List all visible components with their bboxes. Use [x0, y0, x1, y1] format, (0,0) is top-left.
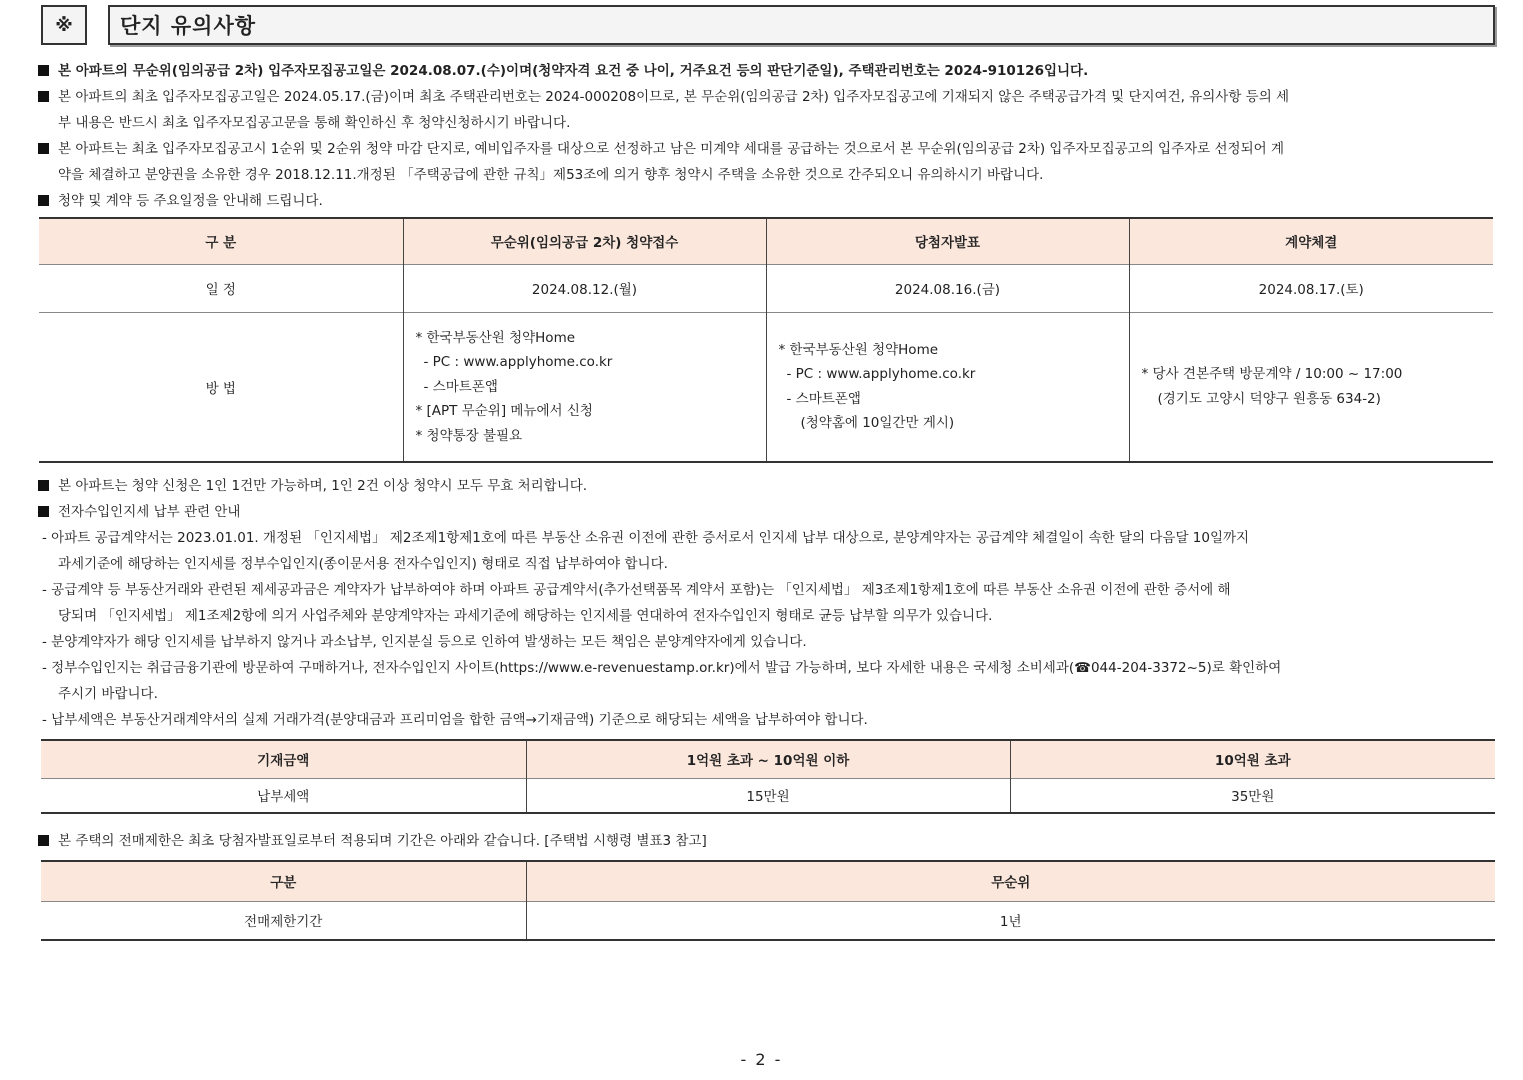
table-header-cell: 당첨자발표: [766, 218, 1129, 264]
stamp-note: - 납부세액은 부동산거래계약서의 실제 거래가격(분양대금과 프리미엄을 합한 금액→기재금액) 기준으로 해당되는 세액을 납부하여야 합니다.: [42, 712, 868, 728]
stamp-note-continuation: 과세기준에 해당하는 인지세를 정부수입인지(종이문서용 전자수입인지) 형태로 직접 납부하여야 합니다.: [58, 556, 668, 572]
notice-continuation: 부 내용은 반드시 최초 입주자모집공고문을 통해 확인하신 후 청약신청하시기 바랍니다.: [58, 115, 571, 131]
list-item: * 당사 견본주택 방문계약 / 10:00 ~ 17:00: [1141, 366, 1403, 383]
table-cell: [403, 312, 766, 462]
list-item: * 한국부동산원 청약Home: [415, 329, 576, 346]
notice-item: 본 아파트의 최초 입주자모집공고일은 2024.05.17.(금)이며 최초 주택관리번호는 2024-000208이므로, 본 무순위(임의공급 2차) 입주자모집공고에 기재되지 않은 주택공급가격 및 단지여건, 유의사항 등의 세: [38, 85, 1490, 105]
list-item: (청약홈에 10일간만 게시): [800, 415, 955, 432]
row-label: 일 정: [39, 264, 403, 312]
table-header-cell: 10억원 초과: [1010, 740, 1495, 778]
square-bullet-icon: [38, 91, 49, 102]
square-bullet-icon: [38, 506, 49, 517]
table-row: [41, 901, 1495, 940]
table-cell: [766, 312, 1129, 462]
notice-item: 본 아파트는 최초 입주자모집공고시 1순위 및 2순위 청약 마감 단지로, 예비입주자를 대상으로 선정하고 남은 미계약 세대를 공급하는 것으로서 본 무순위(임의공급 2차) 입주자모집공고의 입주자로 선정되어 계: [38, 137, 1490, 157]
table-row: [39, 264, 1493, 312]
list-item: (경기도 고양시 덕양구 원흥동 634-2): [1157, 390, 1381, 407]
square-bullet-icon: [38, 143, 49, 154]
schedule-table: [39, 217, 1493, 463]
row-label: 납부세액: [41, 778, 526, 813]
table-row: [39, 312, 1493, 462]
resale-restriction-table: [41, 860, 1495, 941]
table-row: [41, 778, 1495, 813]
notice-item: 본 아파트는 청약 신청은 1인 1건만 가능하며, 1인 2건 이상 청약시 모두 무효 처리합니다.: [38, 474, 1490, 494]
notice-item: 청약 및 계약 등 주요일정을 안내해 드립니다.: [38, 189, 1490, 209]
stamp-note: - 공급계약 등 부동산거래와 관련된 제세공과금은 계약자가 납부하여야 하며 아파트 공급계약서(추가선택품목 계약서 포함)는 「인지세법」 제3조제1항제1호에 따른 부동산 소유권 이전에 관한 증서에 해: [42, 582, 1231, 598]
square-bullet-icon: [38, 195, 49, 206]
table-header-cell: 기재금액: [41, 740, 526, 778]
table-header-cell: 무순위: [526, 861, 1495, 901]
table-header-row: [41, 861, 1495, 901]
table-cell: 15만원: [526, 778, 1010, 813]
square-bullet-icon: [38, 65, 49, 76]
stamp-note: - 정부수입인지는 취급금융기관에 방문하여 구매하거나, 전자수입인지 사이트(https://www.e-revenuestamp.or.kr)에서 발급 가능하며, 보다 자세한 내용은 국세청 소비세과(☎044-204-3372~5)로 확인하여: [42, 660, 1282, 676]
list-item: * 청약통장 불필요: [415, 427, 523, 444]
table-header-row: [39, 218, 1493, 264]
table-cell: 2024.08.17.(토): [1129, 264, 1493, 312]
table-header-cell: 무순위(임의공급 2차) 청약접수: [403, 218, 766, 264]
list-item: * [APT 무순위] 메뉴에서 신청: [415, 403, 593, 419]
list-item: - PC : www.applyhome.co.kr: [786, 366, 976, 383]
list-item: - 스마트폰앱: [423, 378, 498, 395]
square-bullet-icon: [38, 480, 49, 491]
reference-mark-icon: ※: [41, 5, 87, 45]
table-header-cell: 구분: [41, 861, 526, 901]
table-cell: 35만원: [1010, 778, 1495, 813]
stamp-note-continuation: 당되며 「인지세법」 제1조제2항에 의거 사업주체와 분양계약자는 과세기준에 해당하는 인지세를 연대하여 전자수입인지 형태로 균등 납부할 의무가 있습니다.: [58, 608, 993, 624]
list-item: - PC : www.applyhome.co.kr: [423, 354, 613, 370]
table-cell: 1년: [526, 901, 1495, 940]
notice-item: 전자수입인지세 납부 관련 안내: [38, 500, 1490, 520]
stamp-note-continuation: 주시기 바랍니다.: [58, 686, 158, 702]
table-header-cell: 계약체결: [1129, 218, 1493, 264]
table-cell: 2024.08.16.(금): [766, 264, 1129, 312]
table-header-cell: 구 분: [39, 218, 403, 264]
notice-item: 본 아파트의 무순위(임의공급 2차) 입주자모집공고일은 2024.08.07.(수)이며(청약자격 요건 중 나이, 거주요건 등의 판단기준일), 주택관리번호는 2024-910126입니다.: [38, 59, 1490, 79]
table-cell: 2024.08.12.(월): [403, 264, 766, 312]
notice-continuation: 약을 체결하고 분양권을 소유한 경우 2018.12.11.개정된 「주택공급에 관한 규칙」제53조에 의거 향후 청약시 주택을 소유한 것으로 간주되오니 유의하시기 바랍니다.: [58, 167, 1044, 183]
notice-item: 본 주택의 전매제한은 최초 당첨자발표일로부터 적용되며 기간은 아래와 같습니다. [주택법 시행령 별표3 참고]: [38, 829, 1490, 849]
stamp-tax-table: [41, 739, 1495, 814]
page-number: - 2 -: [740, 1050, 783, 1069]
list-item: * 한국부동산원 청약Home: [778, 341, 939, 358]
table-header-cell: 1억원 초과 ~ 10억원 이하: [526, 740, 1010, 778]
table-cell: [1129, 312, 1493, 462]
section-header: [41, 5, 1495, 45]
stamp-note: - 아파트 공급계약서는 2023.01.01. 개정된 「인지세법」 제2조제1항제1호에 따른 부동산 소유권 이전에 관한 증서로서 인지세 납부 대상으로, 분양계약자는 공급계약 체결일이 속한 달의 다음달 10일까지: [42, 530, 1250, 546]
section-title: 단지 유의사항: [108, 5, 1495, 45]
row-label: 방 법: [39, 312, 403, 462]
square-bullet-icon: [38, 835, 49, 846]
stamp-note: - 분양계약자가 해당 인지세를 납부하지 않거나 과소납부, 인지분실 등으로 인하여 발생하는 모든 책임은 분양계약자에게 있습니다.: [42, 634, 807, 650]
table-header-row: [41, 740, 1495, 778]
row-label: 전매제한기간: [41, 901, 526, 940]
list-item: - 스마트폰앱: [786, 390, 861, 407]
